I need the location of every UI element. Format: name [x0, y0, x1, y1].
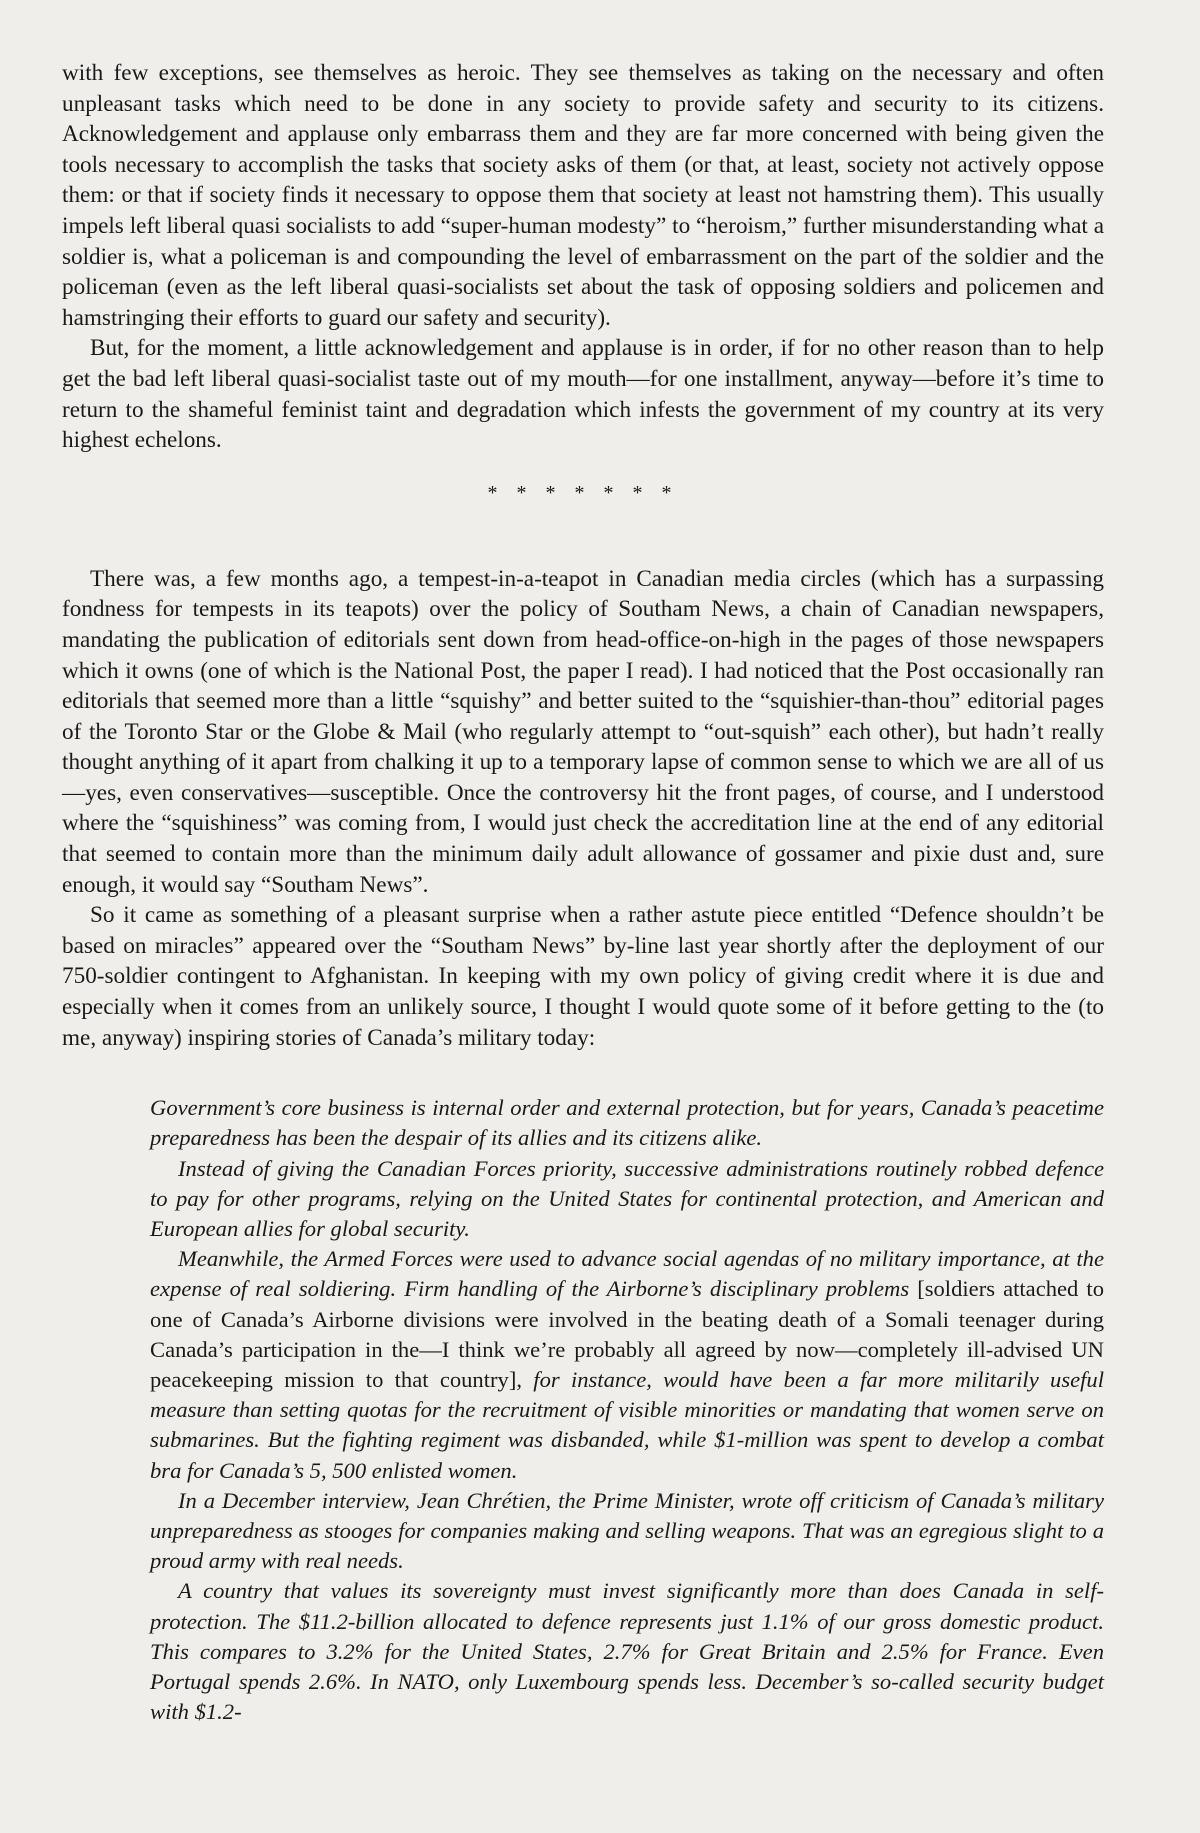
- body-paragraph-4: So it came as something of a pleasant surprise when a rather astute piece entitled “Defence shouldn’t be based on miracles” appeared over the “Southam News” by-line last year shortly after the deployment of our 750-soldier contingent to Afghanistan. In keeping with my own policy of giving credit where it is due and especially when it comes from an unlikely source, I thought I would quote some of it before getting to the (to me, anyway) inspiring stories of Canada’s military today:: [62, 902, 1104, 1051]
- body-paragraph-2: But, for the moment, a little acknowledgement and applause is in order, if for no other reason than to help get the bad left liberal quasi-socialist taste out of my mouth—for one installment, anyway—before it’s time to return to the shameful feminist taint and degradation which infests the government of my country at its very highest echelons.: [62, 335, 1104, 454]
- body-paragraph-1: with few exceptions, see themselves as heroic. They see themselves as taking on the necessary and often unpleasant tasks which need to be done in any society to provide safety and security to its citizens. Acknowledgement and applause only embarrass them and they are far more concerned with being given the tools necessary to accomplish the tasks that society asks of them (or that, at least, society not actively oppose them: or that if society finds it necessary to oppose them that society at least not hamstring them). This usually impels left liberal quasi socialists to add “super-human modesty” to “heroism,” further misunderstanding what a soldier is, what a policeman is and compounding the level of embarrassment on the part of the soldier and the policeman (even as the left liberal quasi-socialists set about the task of opposing soldiers and policemen and hamstringing their efforts to guard our safety and security).: [62, 60, 1104, 331]
- quote-paragraph-3-part-c: for instance, would have been a far more militarily useful measure than setting quotas for the recruitment of visible minorities or mandating that women serve on submarines. But the fighting regiment was disbanded, while $1-million was spent to develop a combat bra for Canada’s 5, 500 enlisted women.: [150, 1367, 1104, 1483]
- quote-paragraph-4: In a December interview, Jean Chrétien, the Prime Minister, wrote off criticism of Canada’s military unpreparedness as stooges for companies making and selling weapons. That was an egregious slight to a proud army with real needs.: [150, 1487, 1104, 1574]
- section-separator: * * * * * * *: [487, 481, 679, 504]
- editorial-insertion: [soldiers attached to one of Canada’s Airborne divisions were involved in the beating death of a Somali teenager during Canada’s participation in the—I think we’re probably all agreed by now—completely ill-advised UN peacekeeping mission to that country],: [150, 1276, 1104, 1393]
- quote-paragraph-1: Government’s core business is internal order and external protection, but for years, Canada’s peacetime preparedness has been the despair of its allies and its citizens alike.: [150, 1095, 1104, 1151]
- quote-paragraph-5: A country that values its sovereignty must invest significantly more than does Canada in self-protection. The $11.2-billion allocated to defence represents just 1.1% of our gross domestic product. This compares to 3.2% for the United States, 2.7% for Great Britain and 2.5% for France. Even Portugal spends 2.6%. In NATO, only Luxembourg spends less. December’s so-called security budget with $1.2-: [150, 1578, 1104, 1725]
- quote-paragraph-3: [150, 1244, 1104, 1486]
- body-paragraph-3: There was, a few months ago, a tempest-in-a-teapot in Canadian media circles (which has a surpassing fondness for tempests in its teapots) over the policy of Southam News, a chain of Canadian newspapers, mandating the publication of editorials sent down from head-office-on-high in the pages of those newspapers which it owns (one of which is the National Post, the paper I read). I had noticed that the Post occasionally ran editorials that seemed more than a little “squishy” and better suited to the “squishier-than-thou” editorial pages of the Toronto Star or the Globe & Mail (who regularly attempt to “out-squish” each other), but hadn’t really thought anything of it apart from chalking it up to a temporary lapse of common sense to which we are all of us—yes, even conservatives—susceptible. Once the controversy hit the front pages, of course, and I understood where the “squishiness” was coming from, I would just check the accreditation line at the end of any editorial that seemed to contain more than the minimum daily adult allowance of gossamer and pixie dust and, sure enough, it would say “Southam News”.: [62, 565, 1104, 898]
- block-quote: [62, 1093, 1104, 1727]
- quote-paragraph-2: Instead of giving the Canadian Forces priority, successive administrations routinely robbed defence to pay for other programs, relying on the United States for continental protection, and American and European allies for global security.: [150, 1155, 1104, 1242]
- quote-paragraph-3-part-a: Meanwhile, the Armed Forces were used to advance social agendas of no military importance, at the expense of real soldiering. Firm handling of the Airborne’s disciplinary problems: [150, 1246, 1104, 1302]
